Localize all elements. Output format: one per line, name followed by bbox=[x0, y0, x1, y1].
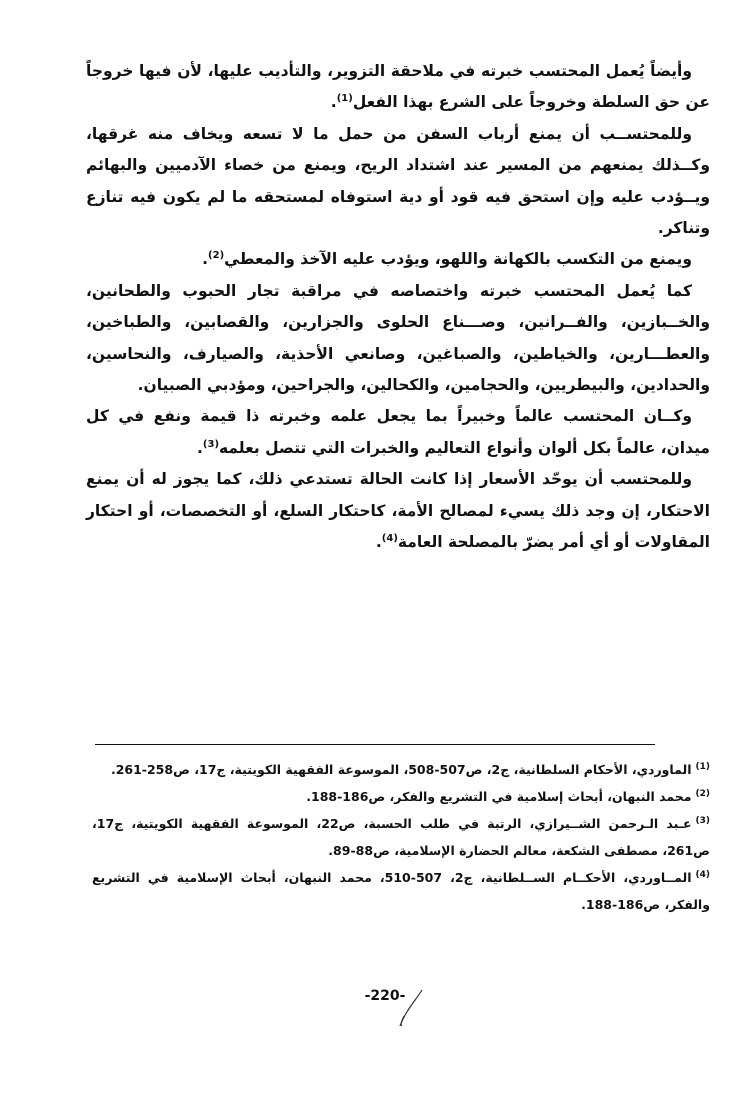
footnote-ref-3: (3) bbox=[202, 438, 220, 450]
footnote-text: المــاوردي، الأحكــام الســلطانية، ج2، 507-510، محمد النبهان، أبحاث الإسلامية في التشريع والفكر، ص186-188. bbox=[92, 870, 710, 912]
footnote-mark: (2) bbox=[695, 788, 710, 799]
paragraph-text: كما يُعمل المحتسب خبرته واختصاصه في مراقبة تجار الحبوب والطحانين، والخــبازين، والفــرانين، وصـــناع الحلوى والجزارين، والقصابين، والطباخين، والعطـــارين، والخياطين، والصباغين، وصانعي الأحذية، والصيارف، والنحاسين، والحدادين، والبيطريين، والحجامين، والكحالين، والجراحين، ومؤدبي الصبيان. bbox=[86, 281, 710, 395]
paragraph-tail: . bbox=[375, 533, 382, 552]
page-number: -220- bbox=[364, 988, 406, 1004]
paragraph-prices bbox=[86, 464, 710, 558]
footnote-1 bbox=[92, 756, 710, 783]
footnote-2 bbox=[92, 783, 710, 810]
footnote-text: محمد النبهان، أبحاث إسلامية في التشريع والفكر، ص186-188. bbox=[306, 789, 692, 804]
footnote-text: عـبد الـرحمن الشــيرازي، الرتبة في طلب الحسبة، ص22، الموسوعة الفقهية الكويتية، ج17، ص261، مصطفى الشكعة، معالم الحضارة الإسلامية، ص88-89. bbox=[92, 816, 710, 858]
footnote-mark: (3) bbox=[695, 815, 711, 826]
paragraph-text: ويمنع من التكسب بالكهانة واللهو، ويؤدب عليه الآخذ والمعطي bbox=[224, 250, 692, 269]
footnote-3 bbox=[92, 810, 710, 864]
footnote-4 bbox=[92, 864, 710, 918]
paragraph-text: وللمحتســب أن يمنع أرباب السفن من حمل ما لا تسعه ويخاف منه غرقها، وكــذلك يمنعهم من المسير عند اشتداد الريح، ويمنع من خصاء الآدميين والبهائم ويــؤدب عليه وإن استحق فيه قود أو دية استوفاه لمستحقه ما لم يكون فيه تنازع وتناكر. bbox=[86, 124, 710, 238]
paragraph-text: وللمحتسب أن يوحّد الأسعار إذا كانت الحالة تستدعي ذلك، كما يجوز له أن يمنع الاحتكار، إن وجد ذلك يسيء لمصالح الأمة، كاحتكار السلع، أو التخصصات، أو احتكار المقاولات أو أي أمر يضرّ بالمصلحة العامة bbox=[86, 470, 710, 552]
paragraph-text: وكــان المحتسب عالماً وخبيراً بما يجعل علمه وخبرته ذا قيمة ونفع في كل ميدان، عالماً بكل ألوان وأنواع التعاليم والخبرات التي تتصل بعلمه bbox=[86, 407, 710, 457]
paragraph-trades bbox=[86, 276, 710, 402]
footnote-text: الماوردي، الأحكام السلطانية، ج2، ص507-508، الموسوعة الفقهية الكويتية، ج17، ص258-261. bbox=[110, 762, 692, 777]
paragraph-tail: . bbox=[330, 93, 337, 112]
footnote-ref-2: (2) bbox=[208, 250, 225, 262]
paragraph-tail: . bbox=[197, 438, 203, 457]
paragraph-ships bbox=[86, 119, 710, 245]
handwritten-pen-mark-icon bbox=[396, 986, 430, 1030]
paragraph-tail: . bbox=[202, 250, 209, 269]
footnotes bbox=[92, 756, 710, 918]
paragraph-fortune-telling bbox=[86, 244, 710, 275]
footnote-separator bbox=[95, 744, 655, 745]
main-text bbox=[86, 56, 710, 559]
footnote-ref-4: (4) bbox=[381, 532, 398, 544]
paragraph-text: وأيضاً يُعمل المحتسب خبرته في ملاحقة التزوير، والتأديب عليها، لأن فيها خروجاً عن حق السلطة وخروجاً على الشرع بهذا الفعل bbox=[86, 62, 710, 112]
footnote-mark: (4) bbox=[695, 869, 711, 880]
footnote-ref-1: (1) bbox=[336, 93, 353, 105]
paragraph-expertise bbox=[86, 401, 710, 464]
footnote-mark: (1) bbox=[695, 761, 710, 772]
paragraph-forgery bbox=[86, 56, 710, 119]
